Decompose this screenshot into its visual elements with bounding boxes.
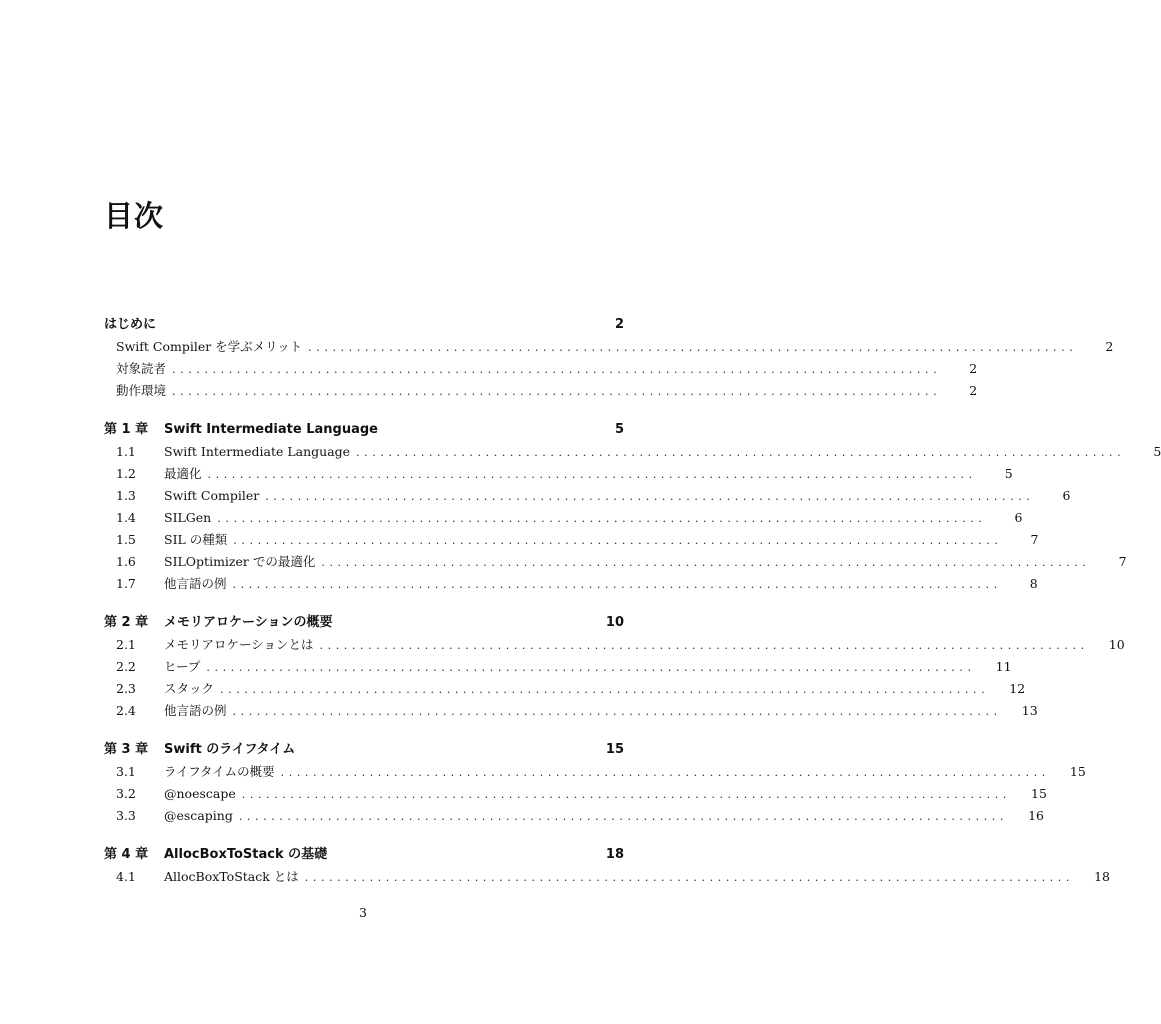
toc-page-number: 10 (1108, 637, 1125, 652)
dot-leader: ............................................................................................... (206, 661, 976, 674)
toc-page-number: 5 (614, 422, 624, 437)
section-number: 3.2 (116, 786, 136, 801)
toc-entry[interactable] (104, 380, 978, 402)
dot-leader: ............................................................................................... (207, 468, 977, 481)
toc-entry-label: 動作環境 (116, 383, 167, 398)
toc-heading-introduction[interactable] (104, 314, 624, 336)
section-title: 最適化 (164, 466, 202, 481)
dot-leader: ............................................................................................... (308, 341, 1078, 354)
toc-page-number: 13 (1021, 703, 1038, 718)
dot-leader: ............................................................................................... (319, 639, 1089, 652)
toc-chapter-2[interactable] (104, 612, 624, 634)
section-title: SILGen (164, 510, 212, 525)
toc-section-4-1[interactable] (104, 866, 1110, 888)
toc-page-number: 16 (1028, 808, 1045, 823)
section-title: ライフタイムの概要 (164, 764, 275, 779)
dot-leader: ............................................................................................... (321, 556, 1091, 569)
toc-section-3-1[interactable] (104, 761, 1086, 783)
section-number: 2.1 (116, 637, 136, 652)
chapter-number: 第 1 章 (104, 422, 149, 437)
toc-page-number: 7 (1030, 532, 1039, 547)
toc-section-1-1[interactable] (104, 441, 1161, 463)
chapter-title: Swift Intermediate Language (164, 422, 378, 437)
toc-section-3-3[interactable] (104, 805, 1045, 827)
section-number: 1.4 (116, 510, 136, 525)
dot-leader: ............................................................................................... (233, 534, 1003, 547)
section-title: 他言語の例 (164, 703, 227, 718)
dot-leader: ............................................................................................... (172, 385, 942, 398)
page-number-footer: 3 (359, 905, 367, 920)
dot-leader: ............................................................................................... (220, 683, 990, 696)
toc-page-number: 15 (605, 742, 624, 757)
toc-page-number: 11 (995, 659, 1012, 674)
toc-section-3-2[interactable] (104, 783, 1047, 805)
chapter-title: AllocBoxToStack の基礎 (164, 847, 328, 862)
toc-chapter-4[interactable] (104, 844, 624, 866)
section-title: Swift Intermediate Language (164, 444, 351, 459)
chapter-number: 第 2 章 (104, 615, 149, 630)
section-number: 1.1 (116, 444, 136, 459)
section-title: SIL の種類 (164, 532, 228, 547)
dot-leader: ............................................................................................... (280, 766, 1050, 779)
toc-page-number: 18 (605, 847, 624, 862)
toc-page-number: 15 (1031, 786, 1047, 801)
toc-page-number: 7 (1118, 554, 1127, 569)
section-title: ヒープ (164, 659, 201, 674)
toc-page-number: 8 (1029, 576, 1038, 591)
table-of-contents (104, 314, 1161, 888)
toc-section-1-3[interactable] (104, 485, 1071, 507)
toc-heading-label: はじめに (104, 317, 157, 332)
section-number: 3.3 (116, 808, 136, 823)
section-number: 1.6 (116, 554, 136, 569)
toc-section-1-2[interactable] (104, 463, 1013, 485)
dot-leader: ............................................................................................... (304, 871, 1074, 884)
toc-page-number: 6 (1062, 488, 1071, 503)
dot-leader: ............................................................................................... (172, 363, 942, 376)
chapter-number: 第 3 章 (104, 742, 149, 757)
toc-entry[interactable] (104, 358, 978, 380)
section-title: @noescape (164, 786, 236, 801)
toc-page-number: 10 (605, 615, 624, 630)
dot-leader: ............................................................................................... (238, 810, 1009, 823)
section-number: 3.1 (116, 764, 136, 779)
section-title: AllocBoxToStack とは (164, 869, 299, 884)
section-number: 2.4 (116, 703, 136, 718)
dot-leader: ............................................................................................... (241, 788, 1011, 801)
section-number: 1.3 (116, 488, 136, 503)
toc-section-1-6[interactable] (104, 551, 1127, 573)
toc-section-1-5[interactable] (104, 529, 1039, 551)
chapter-title: メモリアロケーションの概要 (164, 615, 333, 630)
toc-entry-label: Swift Compiler を学ぶメリット (116, 339, 303, 354)
dot-leader: ............................................................................................... (217, 512, 987, 525)
section-title: SILOptimizer での最適化 (164, 554, 316, 569)
section-number: 4.1 (116, 869, 136, 884)
section-title: @escaping (164, 808, 233, 823)
dot-leader: ............................................................................................... (232, 578, 1002, 591)
section-title: 他言語の例 (164, 576, 227, 591)
section-title: スタック (164, 681, 215, 696)
toc-entry[interactable] (104, 336, 1114, 358)
section-number: 1.7 (116, 576, 136, 591)
toc-page-number: 2 (969, 383, 978, 398)
dot-leader: ............................................................................................... (356, 446, 1126, 459)
toc-page-number: 5 (1153, 444, 1161, 459)
toc-section-2-2[interactable] (104, 656, 1012, 678)
toc-page-number: 6 (1014, 510, 1023, 525)
toc-section-2-4[interactable] (104, 700, 1038, 722)
toc-page-number: 2 (969, 361, 978, 376)
section-number: 2.2 (116, 659, 136, 674)
dot-leader: ............................................................................................... (232, 705, 1002, 718)
page-title: 目次 (104, 199, 165, 233)
toc-page-number: 18 (1094, 869, 1110, 884)
toc-section-2-3[interactable] (104, 678, 1026, 700)
section-number: 2.3 (116, 681, 136, 696)
toc-page-number: 15 (1069, 764, 1086, 779)
dot-leader: ............................................................................................... (265, 490, 1035, 503)
toc-chapter-3[interactable] (104, 739, 624, 761)
section-number: 1.2 (116, 466, 136, 481)
chapter-title: Swift のライフタイム (164, 742, 296, 757)
toc-page-number: 12 (1009, 681, 1026, 696)
toc-page-number: 5 (1004, 466, 1013, 481)
section-title: メモリアロケーションとは (164, 637, 314, 652)
toc-section-1-4[interactable] (104, 507, 1023, 529)
toc-section-2-1[interactable] (104, 634, 1125, 656)
toc-chapter-1[interactable] (104, 419, 624, 441)
toc-page-number: 2 (1105, 339, 1114, 354)
section-title: Swift Compiler (164, 488, 260, 503)
toc-entry-label: 対象読者 (116, 361, 167, 376)
section-number: 1.5 (116, 532, 136, 547)
toc-section-1-7[interactable] (104, 573, 1038, 595)
toc-page-number: 2 (614, 317, 624, 332)
chapter-number: 第 4 章 (104, 847, 149, 862)
